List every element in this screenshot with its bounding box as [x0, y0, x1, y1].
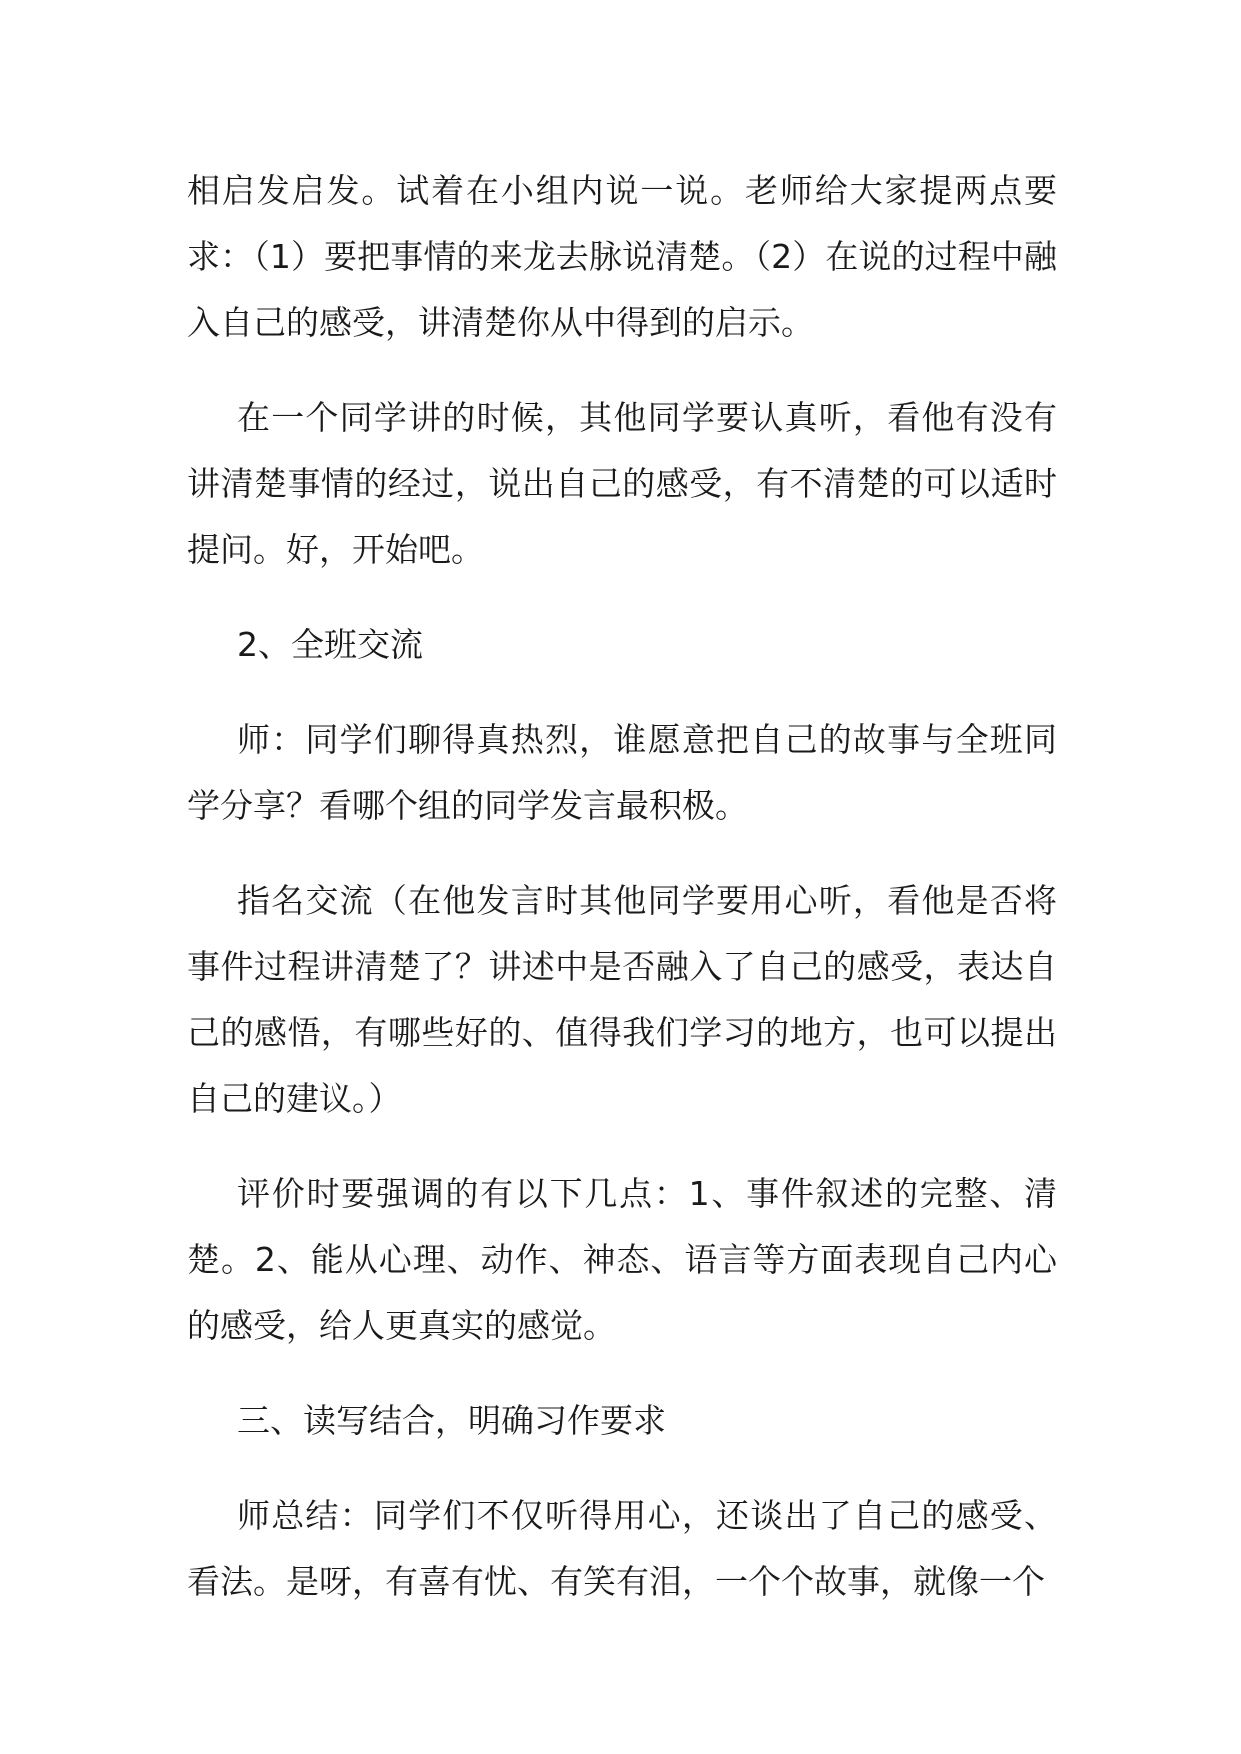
paragraph-teacher-invite: 师：同学们聊得真热烈，谁愿意把自己的故事与全班同学分享？看哪个组的同学发言最积极。 — [187, 720, 1057, 825]
paragraph-evaluation-points: 评价时要强调的有以下几点：1、事件叙述的完整、清楚。2、能从心理、动作、神态、语言等方面表现自己内心的感受，给人更真实的感觉。 — [187, 1174, 1057, 1345]
paragraph-group-listening: 在一个同学讲的时候，其他同学要认真听，看他有没有讲清楚事情的经过，说出自己的感受，有不清楚的可以适时提问。好，开始吧。 — [187, 398, 1057, 569]
section-heading-reading-writing: 三、读写结合，明确习作要求 — [237, 1401, 666, 1440]
paragraph-continuation: 相启发启发。试着在小组内说一说。老师给大家提两点要求：（1）要把事情的来龙去脉说清楚。（2）在说的过程中融入自己的感受，讲清楚你从中得到的启示。 — [187, 171, 1057, 342]
document-body — [187, 158, 1057, 1615]
paragraph-teacher-summary: 师总结：同学们不仅听得用心，还谈出了自己的感受、看法。是呀，有喜有忧、有笑有泪，一个个故事，就像一个 — [187, 1496, 1057, 1601]
paragraph-named-exchange: 指名交流（在他发言时其他同学要用心听，看他是否将事件过程讲清楚了？讲述中是否融入了自己的感受，表达自己的感悟，有哪些好的、值得我们学习的地方，也可以提出自己的建议。） — [187, 881, 1057, 1118]
section-heading-class-exchange: 2、全班交流 — [237, 625, 423, 664]
